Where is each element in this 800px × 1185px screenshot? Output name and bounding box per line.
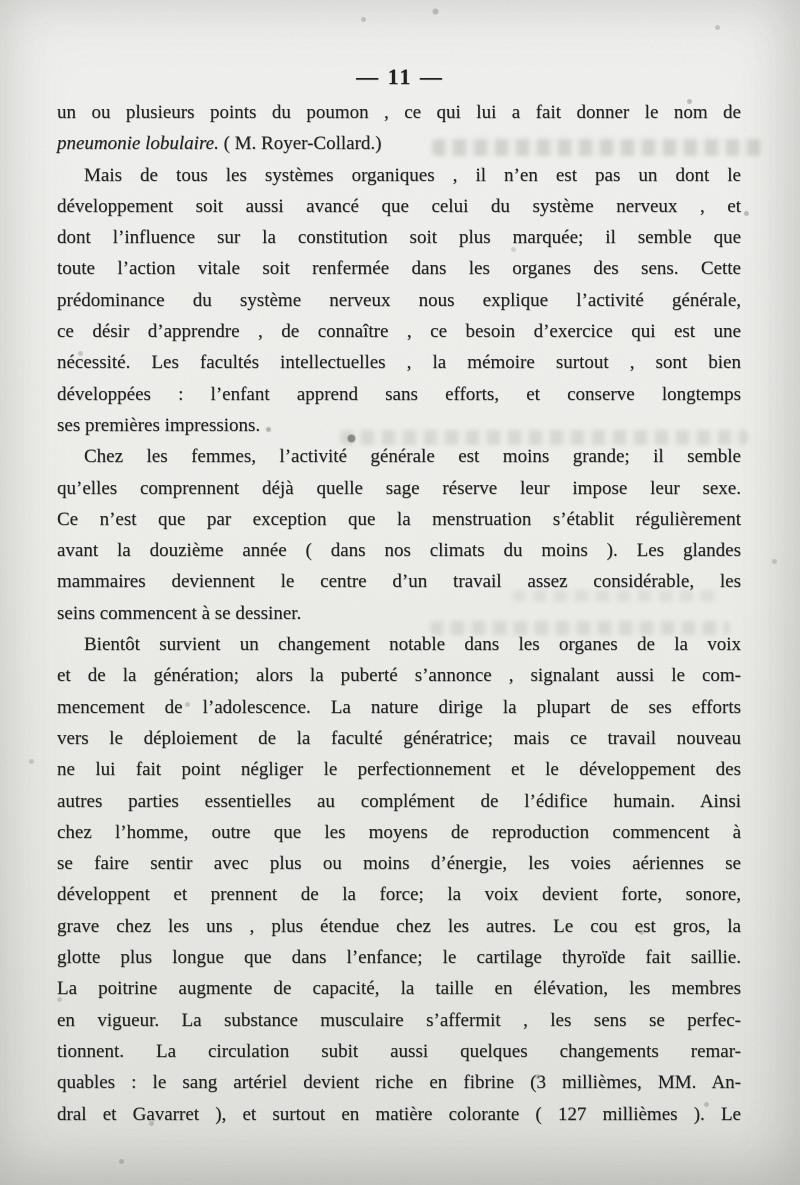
text-line: prédominance du système nerveux nous explique l’activité générale,	[57, 289, 741, 311]
text-line: développées : l’enfant apprend sans efforts, et conserve longtemps	[57, 383, 741, 405]
text-line: vers le déploiement de la faculté génératrice; mais ce travail nouveau	[57, 727, 741, 749]
text-line: qu’elles comprennent déjà quelle sage réserve leur impose leur sexe.	[57, 477, 741, 499]
paragraph	[57, 97, 741, 160]
text-line: un ou plusieurs points du poumon , ce qui lui a fait donner le nom de	[57, 102, 741, 123]
text-line: ne lui fait point négliger le perfectionnement et le développement des	[57, 759, 741, 781]
text-line: mencement de l’adolescence. La nature dirige la plupart de ses efforts	[57, 696, 741, 718]
paragraph	[57, 160, 741, 442]
text-line: et de la génération; alors la puberté s’annonce , signalant aussi le com-	[57, 665, 741, 687]
text-line: ses premières impressions.	[57, 414, 261, 436]
text-line: Ce n’est que par exception que la menstruation s’établit régulièrement	[57, 508, 741, 530]
text-line: nécessité. Les facultés intellectuelles , la mémoire surtout , sont bien	[57, 352, 741, 374]
text-line: Chez les femmes, l’activité générale est moins grande; il semble	[84, 446, 741, 468]
italic-text-segment: pneumonie lobulaire.	[57, 133, 219, 155]
paper-specks	[0, 0, 3, 3]
page-number-header: — 11 —	[356, 64, 444, 89]
text-line: autres parties essentielles au complément de l’édifice humain. Ainsi	[57, 790, 741, 812]
text-line: Mais de tous les systèmes organiques , il n’en est pas un dont le	[84, 164, 741, 186]
text-line: quables : le sang artériel devient riche en fibrine (3 millièmes, MM. An-	[57, 1072, 741, 1094]
text-line	[57, 128, 741, 159]
text-line: dral et Gavarret ), et surtout en matière colorante ( 127 millièmes ). Le	[57, 1103, 741, 1125]
text-line: développent et prennent de la force; la voix devient forte, sonore,	[57, 884, 741, 906]
text-line: ce désir d’apprendre , de connaître , ce besoin d’exercice qui est une	[57, 321, 741, 343]
text-line: tionnent. La circulation subit aussi quelques changements remar-	[57, 1040, 741, 1062]
text-line: mammaires deviennent le centre d’un travail assez considérable, les	[57, 571, 741, 593]
text-line: en vigueur. La substance musculaire s’affermit , les sens se perfec-	[57, 1009, 741, 1031]
text-line: seins commencent à se dessiner.	[57, 602, 302, 624]
text-line: La poitrine augmente de capacité, la taille en élévation, les membres	[57, 978, 741, 1000]
text-segment: ( M. Royer-Collard.)	[218, 133, 382, 155]
text-line: Bientôt survient un changement notable dans les organes de la voix	[84, 634, 741, 656]
text-line: développement soit aussi avancé que celui du système nerveux , et	[57, 195, 741, 217]
text-line: dont l’influence sur la constitution soit plus marquée; il semble que	[57, 227, 741, 249]
text-line: avant la douzième année ( dans nos climats du moins ). Les glandes	[57, 540, 741, 562]
text-line: se faire sentir avec plus ou moins d’énergie, les voies aériennes se	[57, 853, 741, 875]
text-line: grave chez les uns , plus étendue chez les autres. Le cou est gros, la	[57, 915, 741, 937]
text-line: chez l’homme, outre que les moyens de reproduction commencent à	[57, 821, 741, 843]
text-line: glotte plus longue que dans l’enfance; le cartilage thyroïde fait saillie.	[57, 947, 741, 969]
text-line: toute l’action vitale soit renfermée dans les organes des sens. Cette	[57, 258, 741, 280]
page-text	[57, 97, 741, 1130]
paragraph	[57, 441, 741, 629]
paragraph	[57, 629, 741, 1130]
